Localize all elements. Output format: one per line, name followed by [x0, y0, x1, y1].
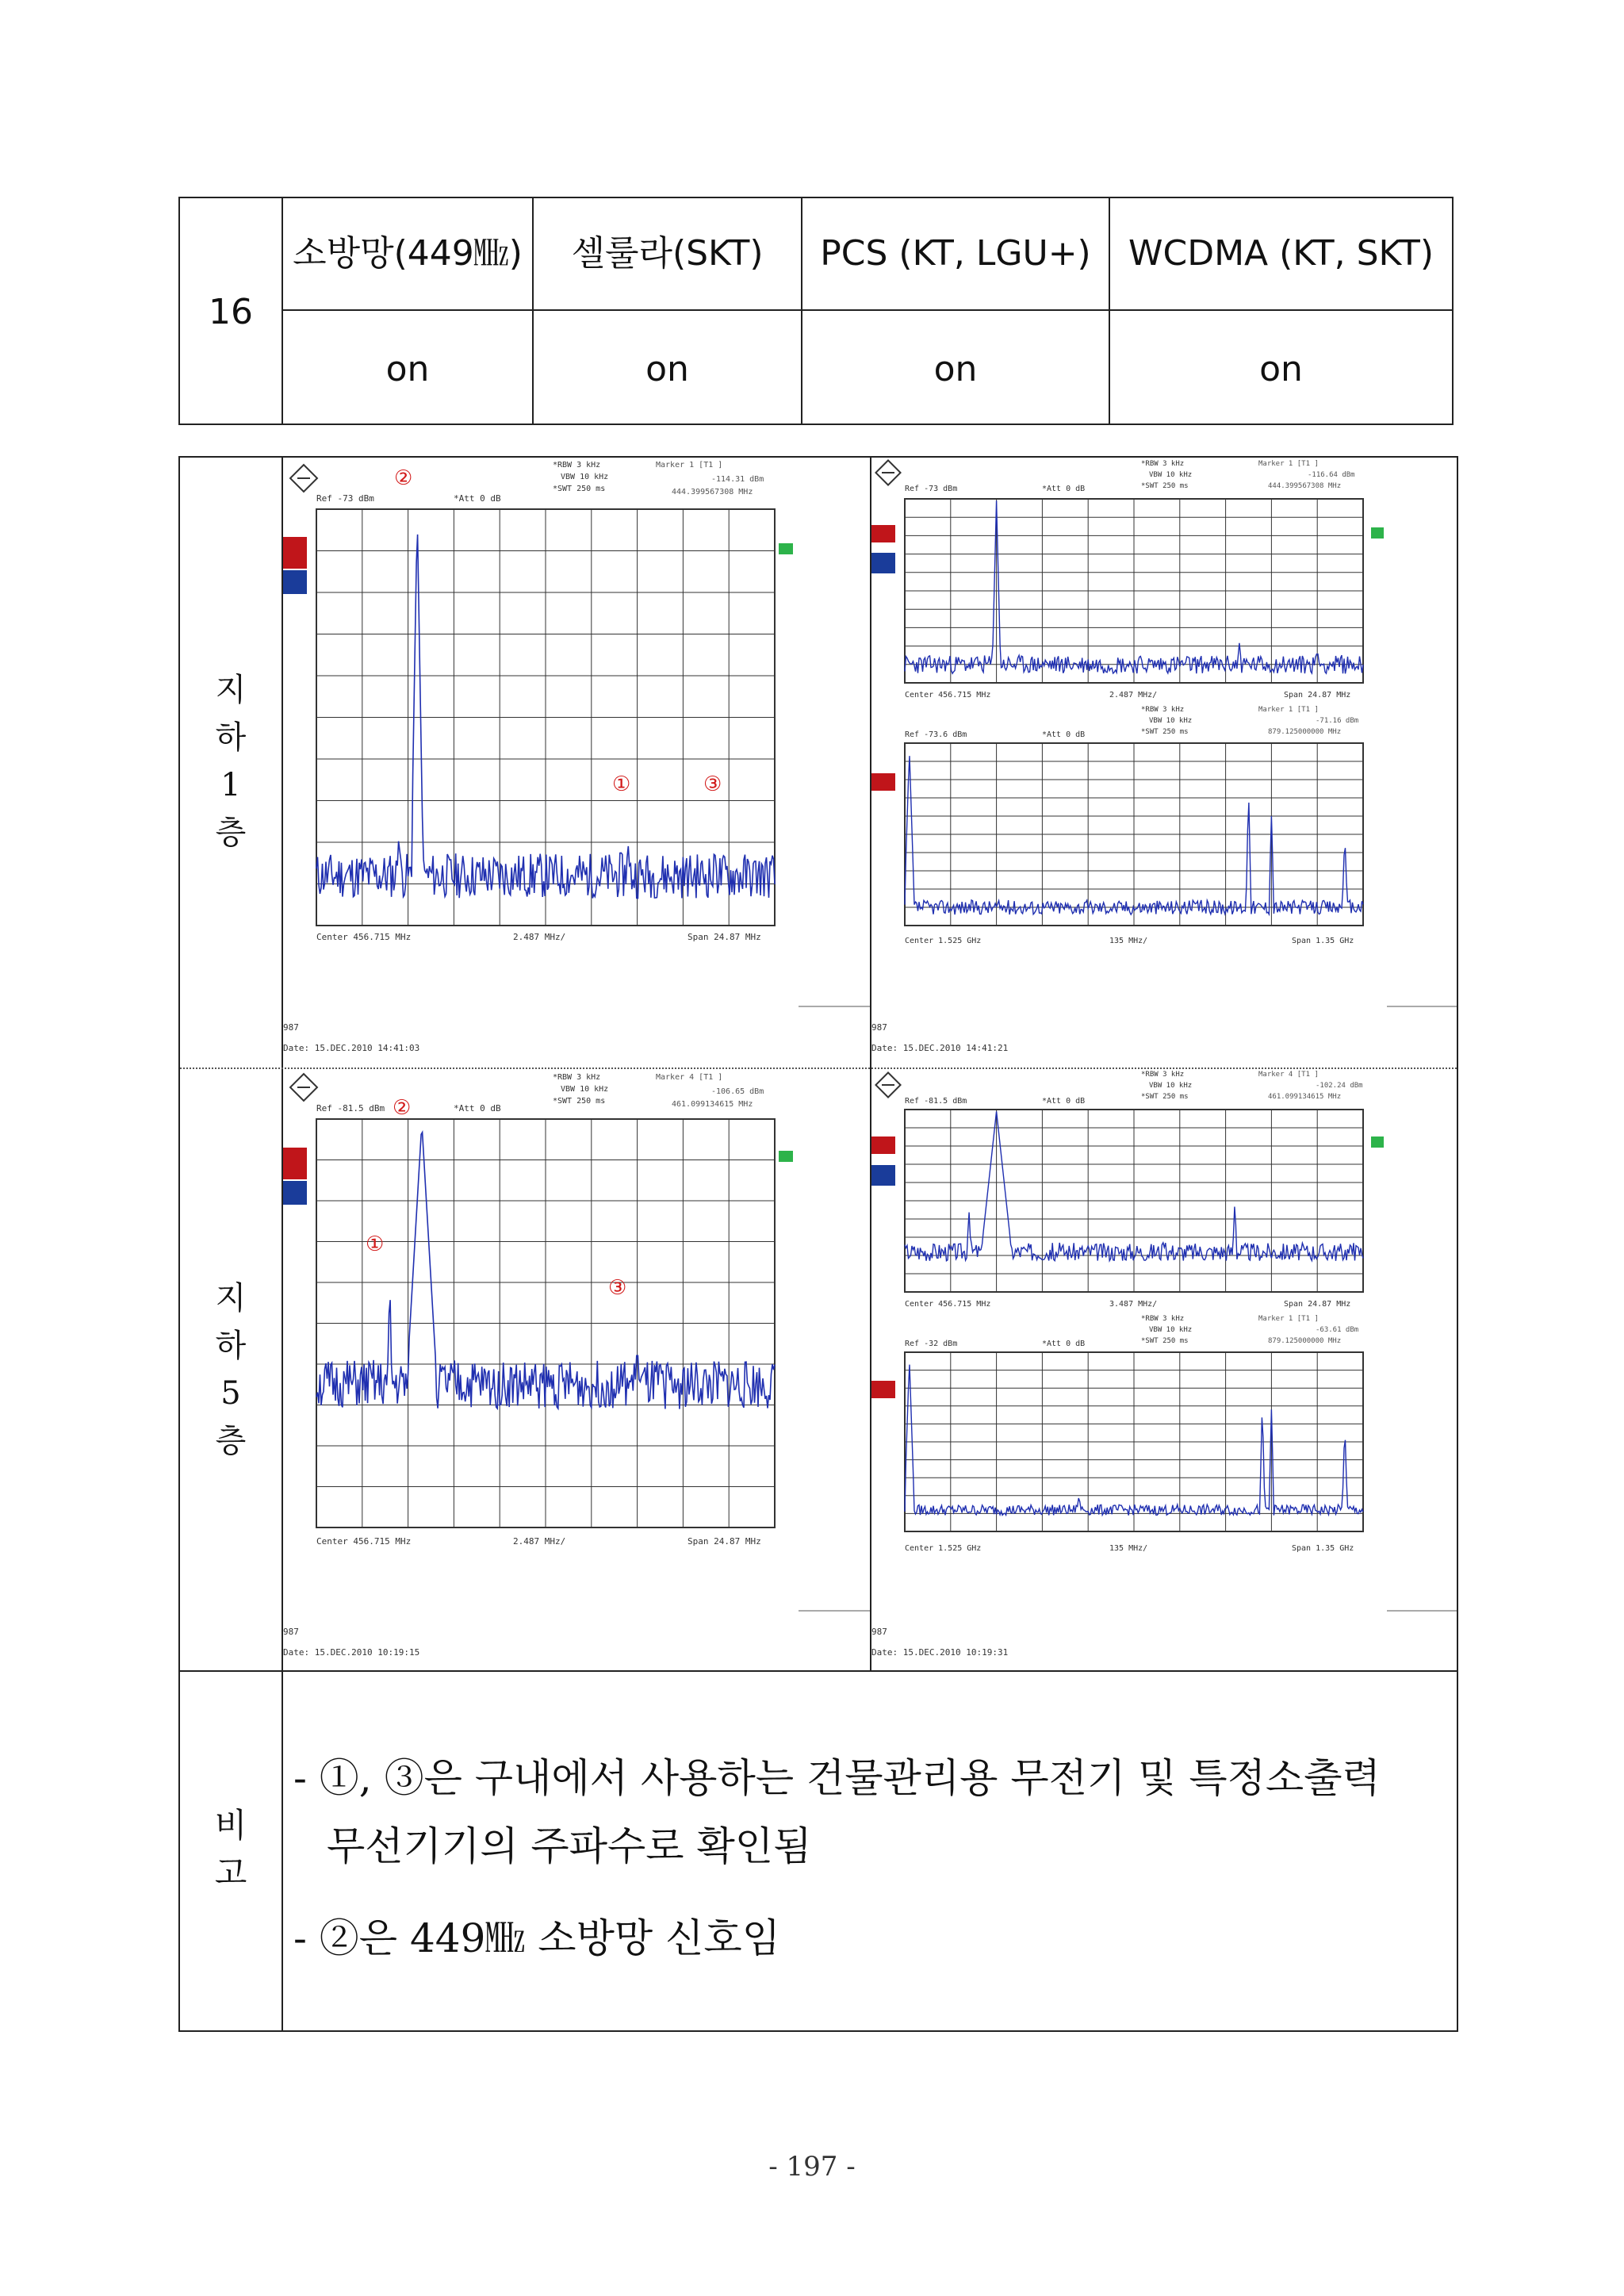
freq-div: 2.487 MHz/ [513, 932, 566, 942]
swt-top: *SWT 250 ms [1141, 482, 1189, 490]
spectrum-panel-b5-right [871, 1070, 1457, 1669]
remark-line-2: 무선기기의 주파수로 확인됨 [327, 1823, 812, 1869]
swt: *SWT 250 ms [553, 485, 606, 493]
marker-freq: 444.399567308 MHz [672, 488, 753, 496]
timestamp: Date: 15.DEC.2010 10:19:31 [871, 1647, 1009, 1658]
plot-area-b5-left-grid [316, 1119, 775, 1527]
marker-head: Marker 1 [T1 ] [656, 461, 723, 470]
rbw-top: *RBW 3 kHz [1141, 460, 1185, 468]
state-pcs: on [933, 349, 978, 389]
attenuation: *Att 0 dB [454, 493, 501, 504]
freq-div-bottom: 135 MHz/ [1109, 1544, 1148, 1553]
freq-div-top: 2.487 MHz/ [1109, 691, 1158, 700]
circle-label-1: ① [366, 1232, 385, 1256]
rs-logo-icon [875, 1072, 900, 1097]
center-freq: Center 456.715 MHz [316, 1536, 412, 1547]
marker-freq-top: 461.099134615 MHz [1268, 1093, 1342, 1101]
rs-logo-icon [875, 460, 900, 485]
col-header-wcdma: WCDMA (KT, SKT) [1128, 233, 1434, 274]
ref-level: Ref -73 dBm [316, 493, 374, 504]
circle-label-2: ② [394, 466, 413, 490]
vbw-bottom: VBW 10 kHz [1149, 1326, 1193, 1334]
plot-area-b5-right-top-grid [905, 1110, 1363, 1292]
span: Span 24.87 MHz [688, 932, 761, 942]
span-top: Span 24.87 MHz [1284, 1300, 1351, 1309]
attenuation-bottom: *Att 0 dB [1042, 1340, 1086, 1348]
attenuation-top: *Att 0 dB [1042, 1097, 1086, 1106]
state-fire: on [385, 349, 430, 389]
plot-area-b1-right-top-grid [905, 499, 1363, 683]
span-bottom: Span 1.35 GHz [1292, 1544, 1354, 1553]
marker-head-bottom: Marker 1 [T1 ] [1258, 706, 1319, 714]
spectrum-panel-b1-left [283, 458, 870, 1067]
rbw: *RBW 3 kHz [553, 1073, 601, 1082]
marker-head-bottom: Marker 1 [T1 ] [1258, 1315, 1319, 1323]
circle-label-3: ③ [703, 772, 722, 796]
timestamp: Date: 15.DEC.2010 10:19:15 [283, 1647, 420, 1658]
spectrum-panel-b5-left [283, 1070, 870, 1669]
marker-value-bottom: -63.61 dBm [1316, 1326, 1359, 1334]
ref-level: Ref -81.5 dBm [316, 1103, 385, 1114]
rbw-bottom: *RBW 3 kHz [1141, 706, 1185, 714]
state-cellular: on [645, 349, 689, 389]
swt-top: *SWT 250 ms [1141, 1093, 1189, 1101]
attenuation-bottom: *Att 0 dB [1042, 730, 1086, 739]
spectrum-panel-b1-right [871, 458, 1457, 1067]
circle-label-2: ② [393, 1096, 412, 1120]
marker-head: Marker 4 [T1 ] [656, 1073, 723, 1082]
swt-bottom: *SWT 250 ms [1141, 1337, 1189, 1345]
ref-level-bottom: Ref -32 dBm [905, 1340, 958, 1348]
center-freq: Center 456.715 MHz [316, 932, 412, 942]
span-bottom: Span 1.35 GHz [1292, 937, 1354, 945]
marker-value: -106.65 dBm [711, 1087, 764, 1096]
marker-freq-bottom: 879.125000000 MHz [1268, 1337, 1342, 1345]
vbw-top: VBW 10 kHz [1149, 1082, 1193, 1090]
rbw: *RBW 3 kHz [553, 461, 601, 470]
freq-div-top: 3.487 MHz/ [1109, 1300, 1158, 1309]
remark-line-1: - ①, ③은 구내에서 사용하는 건물관리용 무전기 및 특정소출력 [293, 1755, 1381, 1801]
instrument-id: 987 [283, 1022, 299, 1033]
col-header-cellular: 셀룰라(SKT) [571, 233, 764, 274]
timestamp: Date: 15.DEC.2010 14:41:21 [871, 1043, 1009, 1053]
attenuation-top: *Att 0 dB [1042, 485, 1086, 493]
freq-div: 2.487 MHz/ [513, 1536, 566, 1547]
ref-level-bottom: Ref -73.6 dBm [905, 730, 967, 739]
vbw: VBW 10 kHz [561, 473, 609, 481]
instrument-id: 987 [283, 1627, 299, 1637]
center-freq-top: Center 456.715 MHz [905, 1300, 991, 1309]
instrument-id: 987 [871, 1627, 887, 1637]
circle-label-3: ③ [608, 1276, 627, 1300]
marker-head-top: Marker 1 [T1 ] [1258, 460, 1319, 468]
marker-freq-top: 444.399567308 MHz [1268, 482, 1342, 490]
rs-logo-icon [290, 465, 317, 492]
timestamp: Date: 15.DEC.2010 14:41:03 [283, 1043, 420, 1053]
rbw-bottom: *RBW 3 kHz [1141, 1315, 1185, 1323]
marker-freq-bottom: 879.125000000 MHz [1268, 728, 1342, 736]
page-number: - 197 - [768, 2151, 856, 2183]
marker-value-top: -116.64 dBm [1308, 471, 1355, 479]
ref-level-top: Ref -81.5 dBm [905, 1097, 967, 1106]
center-freq-top: Center 456.715 MHz [905, 691, 991, 700]
remarks-label: 비 고 [214, 1806, 247, 1892]
span: Span 24.87 MHz [688, 1536, 761, 1547]
center-freq-bottom: Center 1.525 GHz [905, 1544, 982, 1553]
circle-label-1: ① [612, 772, 631, 796]
col-header-pcs: PCS (KT, LGU+) [820, 233, 1091, 274]
rbw-top: *RBW 3 kHz [1141, 1071, 1185, 1079]
marker-value-top: -102.24 dBm [1316, 1082, 1363, 1090]
state-wcdma: on [1259, 349, 1303, 389]
marker-head-top: Marker 4 [T1 ] [1258, 1071, 1319, 1079]
row-number: 16 [209, 292, 253, 332]
marker-freq: 461.099134615 MHz [672, 1100, 753, 1109]
row-label-b5: 지 하 5 층 [215, 1280, 247, 1459]
row-label-b1: 지 하 1 층 [215, 672, 247, 851]
attenuation: *Att 0 dB [454, 1103, 501, 1114]
instrument-id: 987 [871, 1022, 887, 1033]
span-top: Span 24.87 MHz [1284, 691, 1351, 700]
ref-level-top: Ref -73 dBm [905, 485, 958, 493]
center-freq-bottom: Center 1.525 GHz [905, 937, 982, 945]
vbw-top: VBW 10 kHz [1149, 471, 1193, 479]
freq-div-bottom: 135 MHz/ [1109, 937, 1148, 945]
vbw-bottom: VBW 10 kHz [1149, 717, 1193, 725]
vbw: VBW 10 kHz [561, 1085, 609, 1094]
marker-value: -114.31 dBm [711, 475, 764, 484]
swt: *SWT 250 ms [553, 1097, 606, 1106]
swt-bottom: *SWT 250 ms [1141, 728, 1189, 736]
marker-value-bottom: -71.16 dBm [1316, 717, 1359, 725]
plot-area-b1-right-bottom-grid [905, 743, 1363, 926]
plot-area-b5-right-bottom-grid [905, 1352, 1363, 1531]
remark-line-3: - ②은 449㎒ 소방망 신호임 [293, 1915, 781, 1961]
col-header-fire: 소방망(449㎒) [293, 233, 523, 274]
rs-logo-icon [290, 1074, 317, 1101]
